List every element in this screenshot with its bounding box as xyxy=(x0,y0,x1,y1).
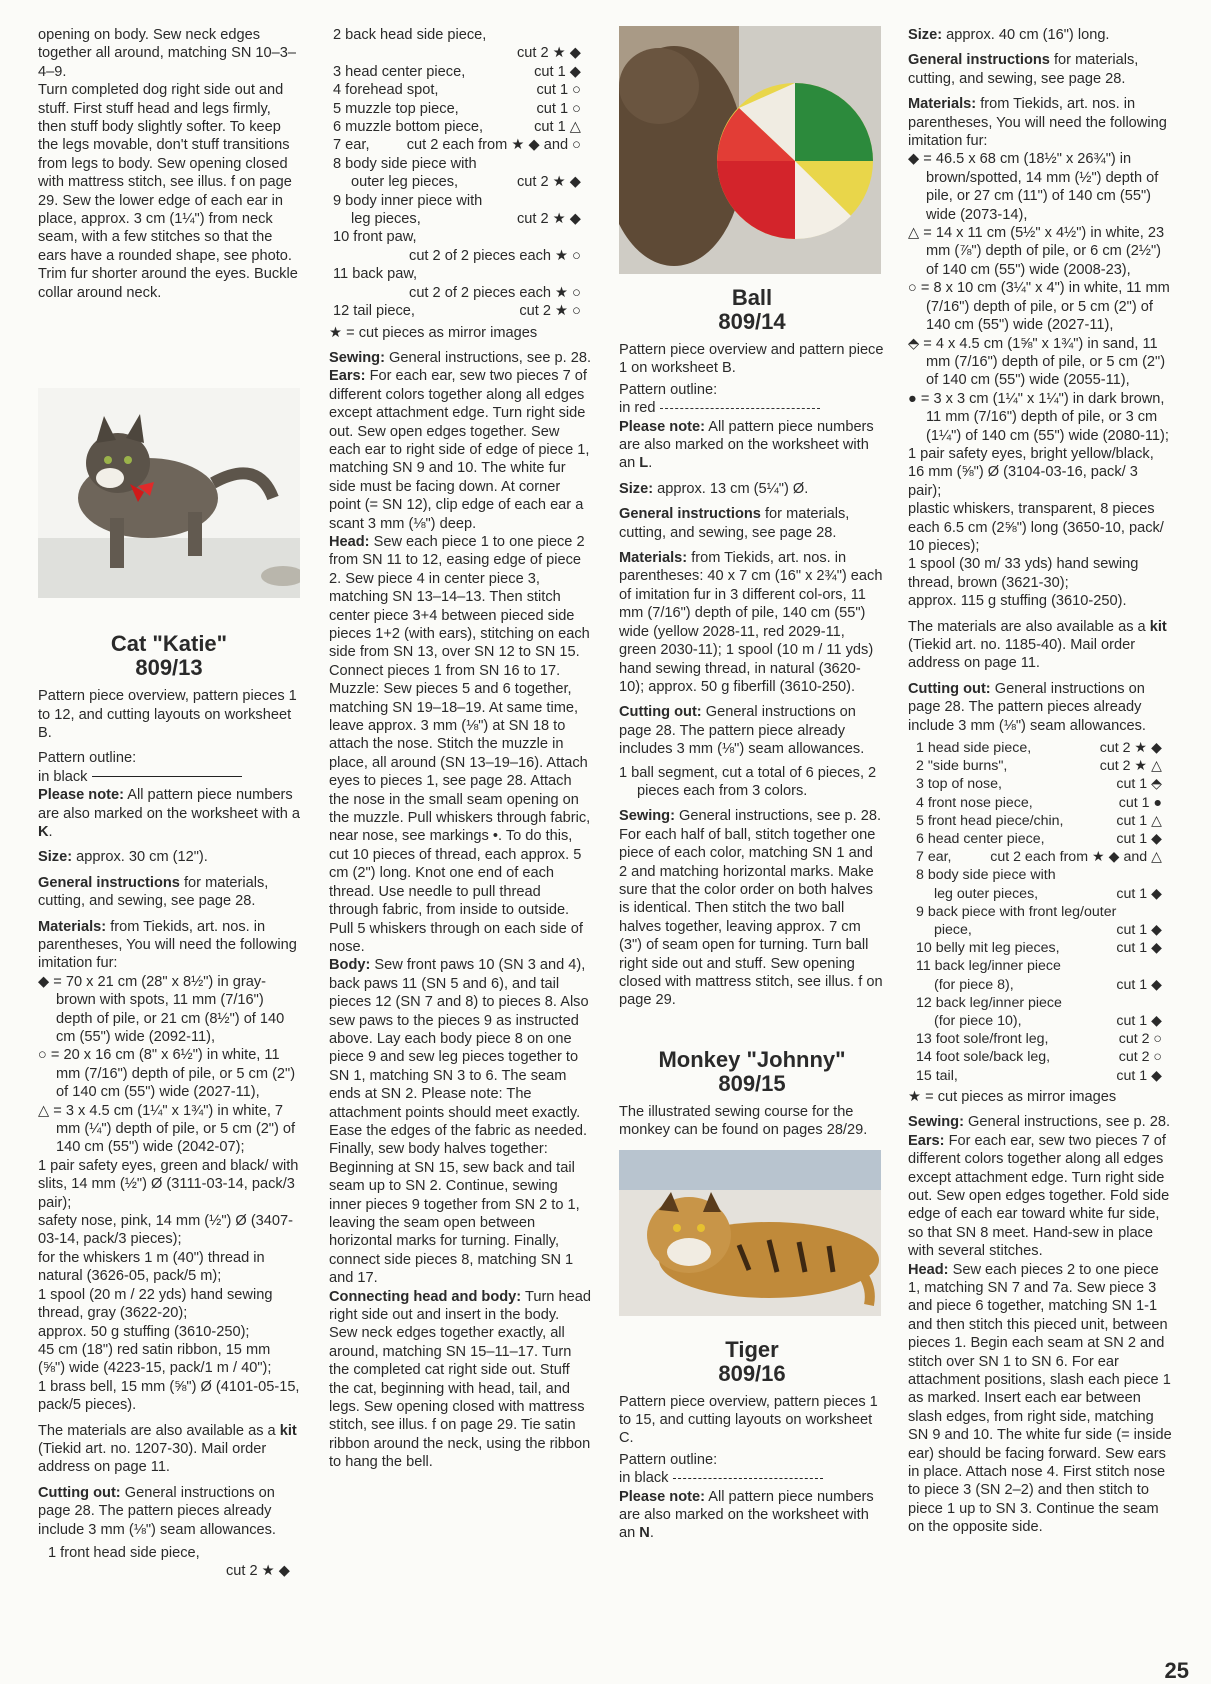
tiger-piece-row: 3 top of nose, cut 1 ⬘ xyxy=(916,776,1162,793)
column-1 xyxy=(38,26,300,1581)
tiger-piece-row: 2 "side burns", cut 2 ★ △ xyxy=(916,758,1162,775)
cat-piece-1: 1 front head side piece, xyxy=(48,1544,200,1561)
cat-thread: 1 spool (20 m / 22 yds) hand sewing thread, gray (3622-20); xyxy=(38,1286,273,1322)
cat-piece-row: cut 2 of 2 pieces each ★ ○ xyxy=(409,247,581,264)
cat-outline-label: Pattern outline: xyxy=(38,750,137,767)
cat-piece-row: 4 forehead spot, cut 1 ○ xyxy=(333,82,581,99)
tiger-piece-row: piece, cut 1 ◆ xyxy=(934,922,1162,939)
tiger-piece-row: 9 back piece with front leg/outer xyxy=(916,903,1117,920)
tiger-piece-row: 1 head side piece, cut 2 ★ ◆ xyxy=(916,740,1162,757)
black-dashdot-line-sample xyxy=(673,1478,823,1479)
tiger-outline: in black xyxy=(619,1469,885,1487)
tiger-outline-label: Pattern outline: xyxy=(619,1451,718,1468)
tiger-piece-row: 10 belly mit leg pieces, cut 1 ◆ xyxy=(916,940,1162,957)
tiger-whiskers: plastic whiskers, transparent, 8 pieces each 6.5 cm (2⅝") long (3650-10, pack/ 10 pieces); xyxy=(908,501,1164,554)
tiger-piece-row: 4 front nose piece, cut 1 ● xyxy=(916,794,1162,811)
cat-body: Body: Sew front paws 10 (SN 3 and 4), back paws 11 (SN 5 and 6), and tail pieces 12 (SN 7 and 8) to pieces 8. Also sew paws to the pieces 9 as instructed above. Lay each body piece 8 on one piece 9 and sew leg pieces together to SN 1, matching SN 3 to 6. The seam ends at SN 2. Please note: The attachment points should meet exactly. Ease the edges of the fabric as needed. Finally, sew body halves together: Beginning at SN 15, sew back and tail seam up to SN 2. Continue, sewing inner pieces 9 together from SN 2 to 1, leaving the seam open between horizontal marks for turning. Finally, connect side pieces 8, matching SN 1 and 17. xyxy=(329,957,589,1287)
monkey-code: 809/15 xyxy=(718,1070,786,1096)
ball-overview: Pattern piece overview and pattern piece 1 on worksheet B. xyxy=(619,342,884,377)
cat-size: Size: approx. 30 cm (12"). xyxy=(38,849,208,866)
tiger-piece-row: 6 head center piece, cut 1 ◆ xyxy=(916,831,1162,848)
monkey-title: Monkey "Johnny" xyxy=(658,1046,846,1072)
tiger-note: Please note: All pattern piece numbers are also marked on the worksheet with an N. xyxy=(619,1488,874,1542)
dog-instructions-finish: Turn completed dog right side out and stuff. First stuff head and legs firmly, then stuff body slightly softer. To keep the legs movable, don't stuff transitions from legs to body. Sew opening closed with mattress stitch, see illus. f on page 29. Sew the lower edge of each ear in place, approx. 3 cm (1¼") from neck seam, with a few stitches so that the ears have a rounded shape, see photo. Trim fur shorter around the eyes. Buckle collar around neck. xyxy=(38,82,298,301)
cat-piece-row: 12 tail piece, cut 2 ★ ○ xyxy=(333,303,581,320)
cat-piece-row: 2 back head side piece, xyxy=(333,27,487,43)
tiger-piece-row: 11 back leg/inner piece xyxy=(916,958,1061,975)
cat-piece-row: 10 front paw, xyxy=(333,229,417,246)
ball-code: 809/14 xyxy=(718,309,786,334)
tiger-sewing: Sewing: General instructions, see p. 28. xyxy=(908,1114,1171,1131)
tiger-kit: The materials are also available as a kit (Tiekid art. no. 1185-40). Mail order address on page 11. xyxy=(908,618,1167,672)
column-3 xyxy=(619,26,885,1543)
cat-pieces-list xyxy=(329,26,591,321)
cat-whiskers: for the whiskers 1 m (40") thread in natural (3626-05, pack/5 m); xyxy=(38,1249,265,1285)
cat-photo xyxy=(38,388,300,598)
cat-piece-row: 5 muzzle top piece, cut 1 ○ xyxy=(333,100,581,117)
cat-piece-row: 8 body side piece with xyxy=(333,155,477,172)
cat-piece-row: 9 body inner piece with xyxy=(333,192,483,209)
cat-sewing: Sewing: General instructions, see p. 28. xyxy=(329,349,592,366)
tiger-head: Head: Sew each pieces 2 to one piece 1, matching SN 7 and 7a. Sew piece 3 and piece 6 together, matching SN 1-1 and then stitch this pieced unit, between pieces 1. Begin each seam at SN 2 and stitch over SN 1 to SN 6. For ear attachment positions, slash each piece 1 as marked. Insert each ear between slash edges, from right side, matching SN 9 and 10. The white fur side (= inside ear) should be facing forward. Sew ears in place. Attach nose 4. First stitch nose to piece 3 (SN 2–2) and then stitch to piece 1 up to SN 3. Continue the seam on the opposite side. xyxy=(908,1261,1172,1536)
cat-ears: Ears: For each ear, sew two pieces 7 of different colors together along all edges except attachment edge. Turn right side out. Sew open edges together. Sew each ear to right side of edge of piece 1, matching SN 9 and 10. The white fur side must be facing down. At corner point (= SN 12), clip edge of each ear a scant 3 mm (⅛") deep. xyxy=(329,368,590,532)
cat-piece-1-cut: cut 2 ★ ◆ xyxy=(225,1563,290,1580)
tiger-piece-row: leg outer pieces, cut 1 ◆ xyxy=(934,885,1162,902)
cat-materials: Materials: from Tiekids, art. nos. in parentheses, You will need the following imitation fur: xyxy=(38,918,297,972)
cat-piece-row: leg pieces, cut 2 ★ ◆ xyxy=(351,211,581,228)
cat-title: Cat "Katie" xyxy=(110,631,228,657)
ball-title: Ball xyxy=(731,285,773,310)
ball-photo xyxy=(619,26,881,274)
cat-stuffing: approx. 50 g stuffing (3610-250); xyxy=(38,1323,250,1340)
column-2 xyxy=(329,26,591,1472)
cat-connecting: Connecting head and body: Turn head right side out and insert in the body. Sew neck edges together exactly, all around, matching SN 15–11–17. Turn the completed cat right side out. Stuff the cat, beginning with head, tail, and legs. Sew opening closed with mattress stitch, see illus. f on page 29. Tie satin ribbon around the neck, using the ribbon to hang the bell. xyxy=(329,1288,591,1471)
cat-cutting: Cutting out: General instructions on page 28. The pattern pieces already include 3 mm (⅛") seam allowances. xyxy=(38,1484,276,1538)
cat-piece-row: 3 head center piece, cut 1 ◆ xyxy=(333,63,581,80)
tiger-piece-row: 8 body side piece with xyxy=(916,867,1056,884)
tiger-code: 809/16 xyxy=(718,1360,786,1386)
tiger-title: Tiger xyxy=(725,1336,779,1362)
cat-eyes: 1 pair safety eyes, green and black/ with slits, 14 mm (½") Ø (3111-03-14, pack/3 pair); xyxy=(38,1157,299,1211)
tiger-mirror-note: ★ = cut pieces as mirror images xyxy=(908,1088,1117,1105)
ball-cutting: Cutting out: General instructions on page 28. The pattern piece already includes 3 mm (⅛") seam allowances. xyxy=(619,704,865,758)
cat-nose: safety nose, pink, 14 mm (½") Ø (3407-03-14, pack/3 pieces); xyxy=(38,1213,293,1248)
cat-general: General instructions for materials, cutting, and sewing, see page 28. xyxy=(38,874,269,910)
tiger-piece-row: 7 ear, cut 2 each from ★ ◆ and △ xyxy=(916,849,1162,866)
tiger-fur-5: ● = 3 x 3 cm (1¼" x 1¼") in dark brown, 11 mm (7/16") depth of pile, or 3 cm (1¼") of 140 cm (55") wide (2080-11); xyxy=(908,390,1169,444)
cat-fur-2: ○ = 20 x 16 cm (8" x 6½") in white, 11 mm (7/16") depth of pile, or 5 cm (2") of 140 cm (55") wide (2027-11), xyxy=(38,1047,296,1101)
cat-piece-row: cut 2 of 2 pieces each ★ ○ xyxy=(409,284,581,301)
cat-fur-1: ◆ = 70 x 21 cm (28" x 8½") in gray-brown with spots, 11 mm (7/16") depth of pile, or 21 cm (8½") of 140 cm (55") wide (2092-11), xyxy=(38,973,285,1045)
tiger-piece-row: (for piece 8), cut 1 ◆ xyxy=(934,976,1162,993)
ball-toy-illustration xyxy=(619,26,881,274)
cat-piece-row: outer leg pieces, cut 2 ★ ◆ xyxy=(351,174,581,191)
cat-piece-row: 7 ear, cut 2 each from ★ ◆ and ○ xyxy=(333,137,581,154)
red-line-sample xyxy=(660,408,820,409)
tiger-piece-row: 5 front head piece/chin, cut 1 △ xyxy=(916,812,1162,829)
cat-bell: 1 brass bell, 15 mm (⅝") Ø (4101-05-15, pack/5 pieces). xyxy=(38,1378,300,1414)
tiger-toy-illustration xyxy=(619,1150,881,1316)
tiger-size: Size: approx. 40 cm (16") long. xyxy=(908,27,1110,43)
tiger-overview: Pattern piece overview, pattern pieces 1 to 15, and cutting layouts on worksheet C. xyxy=(619,1393,878,1447)
ball-materials: Materials: from Tiekids, art. nos. in parentheses: 40 x 7 cm (16" x 2¾") each of imitation fur in 3 different col-ors, 11 mm (7/16") depth of pile, 140 cm (55") wide (yellow 2028-11, red 2029-11, green 2030-11); 1 spool (10 m / 11 yds) hand sewing thread, in natural (3620-10); approx. 50 g fiberfill (3610-250). xyxy=(619,550,883,695)
tiger-piece-row: (for piece 10), cut 1 ◆ xyxy=(934,1013,1162,1030)
tiger-photo xyxy=(619,1150,881,1316)
tiger-materials: Materials: from Tiekids, art. nos. in parentheses, You will need the following imitation fur: xyxy=(908,96,1167,150)
ball-note: Please note: All pattern piece numbers are also marked on the worksheet with an L. xyxy=(619,418,874,472)
cat-fur-3: △ = 3 x 4.5 cm (1¼" x 1¾") in white, 7 mm (¼") depth of pile, or 5 cm (2") of 140 cm (55") wide (2042-07); xyxy=(38,1102,296,1156)
tiger-thread: 1 spool (30 m/ 33 yds) hand sewing thread, brown (3621-30); xyxy=(908,556,1139,591)
cat-piece-row: 6 muzzle bottom piece, cut 1 △ xyxy=(333,119,581,136)
cat-piece-row: 11 back paw, xyxy=(333,266,418,283)
tiger-general: General instructions for materials, cutting, and sewing, see page 28. xyxy=(908,52,1139,87)
tiger-fur-4: ⬘ = 4 x 4.5 cm (1⅝" x 1¾") in sand, 11 mm (7/16") depth of pile, or 5 cm (2") of 140 cm (55") wide (2055-11), xyxy=(908,335,1166,389)
cat-head: Head: Sew each piece 1 to one piece 2 from SN 11 to 12, easing edge of piece 2. Sew piece 4 in center piece 3, matching SN 13–14–13. Then stitch center piece 3+4 between pieced side pieces 1+2 (with ears), stitching on each side from SN 13, over SN 12 to SN 15. Connect pieces 1 from SN 16 to 17. Muzzle: Sew pieces 5 and 6 together, matching SN 19–18–19. At same time, leave approx. 3 mm (⅛") at SN 18 to attach the nose. Stitch the muzzle in place, all around (SN 13–19–16). Attach eyes to pieces 1, see page 28. Attach the nose in the small seam opening on the muzzle. Pull whiskers through fabric, near nose, see markings •. To do this, cut 10 pieces of thread, each approx. 5 cm (2") long. Knot one end of each thread. Use needle to pull thread through fabric, from inside to outside. Pull 5 whiskers through on each side of nose. xyxy=(329,533,591,955)
tiger-fur-3: ○ = 8 x 10 cm (3¼" x 4") in white, 11 mm (7/16") depth of pile, or 5 cm (2") of 140 cm (55") wide (2027-11), xyxy=(908,280,1170,334)
tiger-cutting: Cutting out: General instructions on page 28. The pattern pieces already include 3 mm (⅛") seam allowances. xyxy=(908,680,1146,734)
cat-code: 809/13 xyxy=(135,655,203,681)
ball-sewing: Sewing: General instructions, see p. 28. For each half of ball, stitch together one piece of each color, matching SN 1 and 2 and matching horizontal marks. Make sure that the color order on both halves is identical. Then stitch the two ball halves together, leaving approx. 7 cm (3") of seam open for turning. Turn ball right side out and stuff. Sew opening closed with mattress stitch, see illus. f on page 29. xyxy=(619,808,883,1009)
monkey-text: The illustrated sewing course for the monkey can be found on pages 28/29. xyxy=(619,1103,868,1139)
cat-mirror-note: ★ = cut pieces as mirror images xyxy=(329,324,538,341)
tiger-fur-1: ◆ = 46.5 x 68 cm (18½" x 26¾") in brown/spotted, 14 mm (½") depth of pile, or 27 cm (11") of 140 cm (55") wide (2073-14), xyxy=(908,151,1159,223)
ball-size: Size: approx. 13 cm (5¼") Ø. xyxy=(619,480,809,497)
cat-ribbon: 45 cm (18") red satin ribbon, 15 mm (⅝") wide (4223-15, pack/1 m / 40"); xyxy=(38,1341,272,1377)
ball-outline: in red xyxy=(619,399,885,417)
black-line-sample xyxy=(92,776,242,777)
cat-toy-illustration xyxy=(38,388,300,598)
column-4 xyxy=(908,26,1174,1537)
cat-overview: Pattern piece overview, pattern pieces 1 to 12, and cutting layouts on worksheet B. xyxy=(38,688,297,741)
ball-outline-label: Pattern outline: xyxy=(619,381,718,398)
tiger-piece-row: 14 foot sole/back leg, cut 2 ○ xyxy=(916,1049,1162,1066)
tiger-ears: Ears: For each ear, sew two pieces 7 of different colors together along all edges except attachment edge. Turn right side out. Sew open edges together. Fold side edge of each ear toward white fur side, so that SN 8 meet. Hand-sew in place with several stitches. xyxy=(908,1132,1170,1260)
page-number: 25 xyxy=(1164,1658,1189,1683)
cat-piece-row: cut 2 ★ ◆ xyxy=(516,45,581,62)
cat-note: Please note: All pattern piece numbers are also marked on the worksheet with a K. xyxy=(38,787,301,840)
ball-general: General instructions for materials, cutting, and sewing, see page 28. xyxy=(619,506,850,541)
tiger-pieces-list xyxy=(908,739,1174,1085)
dog-instructions-end: opening on body. Sew neck edges together all around, matching SN 10–3–4–9. xyxy=(38,27,296,80)
tiger-eyes: 1 pair safety eyes, bright yellow/black, 16 mm (⅝") Ø (3104-03-16, pack/ 3 pair); xyxy=(908,445,1154,499)
tiger-fur-2: △ = 14 x 11 cm (5½" x 4½") in white, 23 mm (⅞") depth of pile, or 6 cm (2½") of 140 cm (55") wide (2008-23), xyxy=(908,225,1165,278)
cat-outline: in black xyxy=(38,768,300,786)
cat-kit: The materials are also available as a kit (Tiekid art. no. 1207-30). Mail order address on page 11. xyxy=(38,1422,297,1476)
tiger-piece-row: 15 tail, cut 1 ◆ xyxy=(916,1067,1162,1084)
tiger-piece-row: 13 foot sole/front leg, cut 2 ○ xyxy=(916,1031,1162,1048)
ball-piece: 1 ball segment, cut a total of 6 pieces, 2 pieces each from 3 colors. xyxy=(619,764,877,799)
tiger-stuffing: approx. 115 g stuffing (3610-250). xyxy=(908,593,1127,610)
tiger-piece-row: 12 back leg/inner piece xyxy=(916,994,1062,1011)
